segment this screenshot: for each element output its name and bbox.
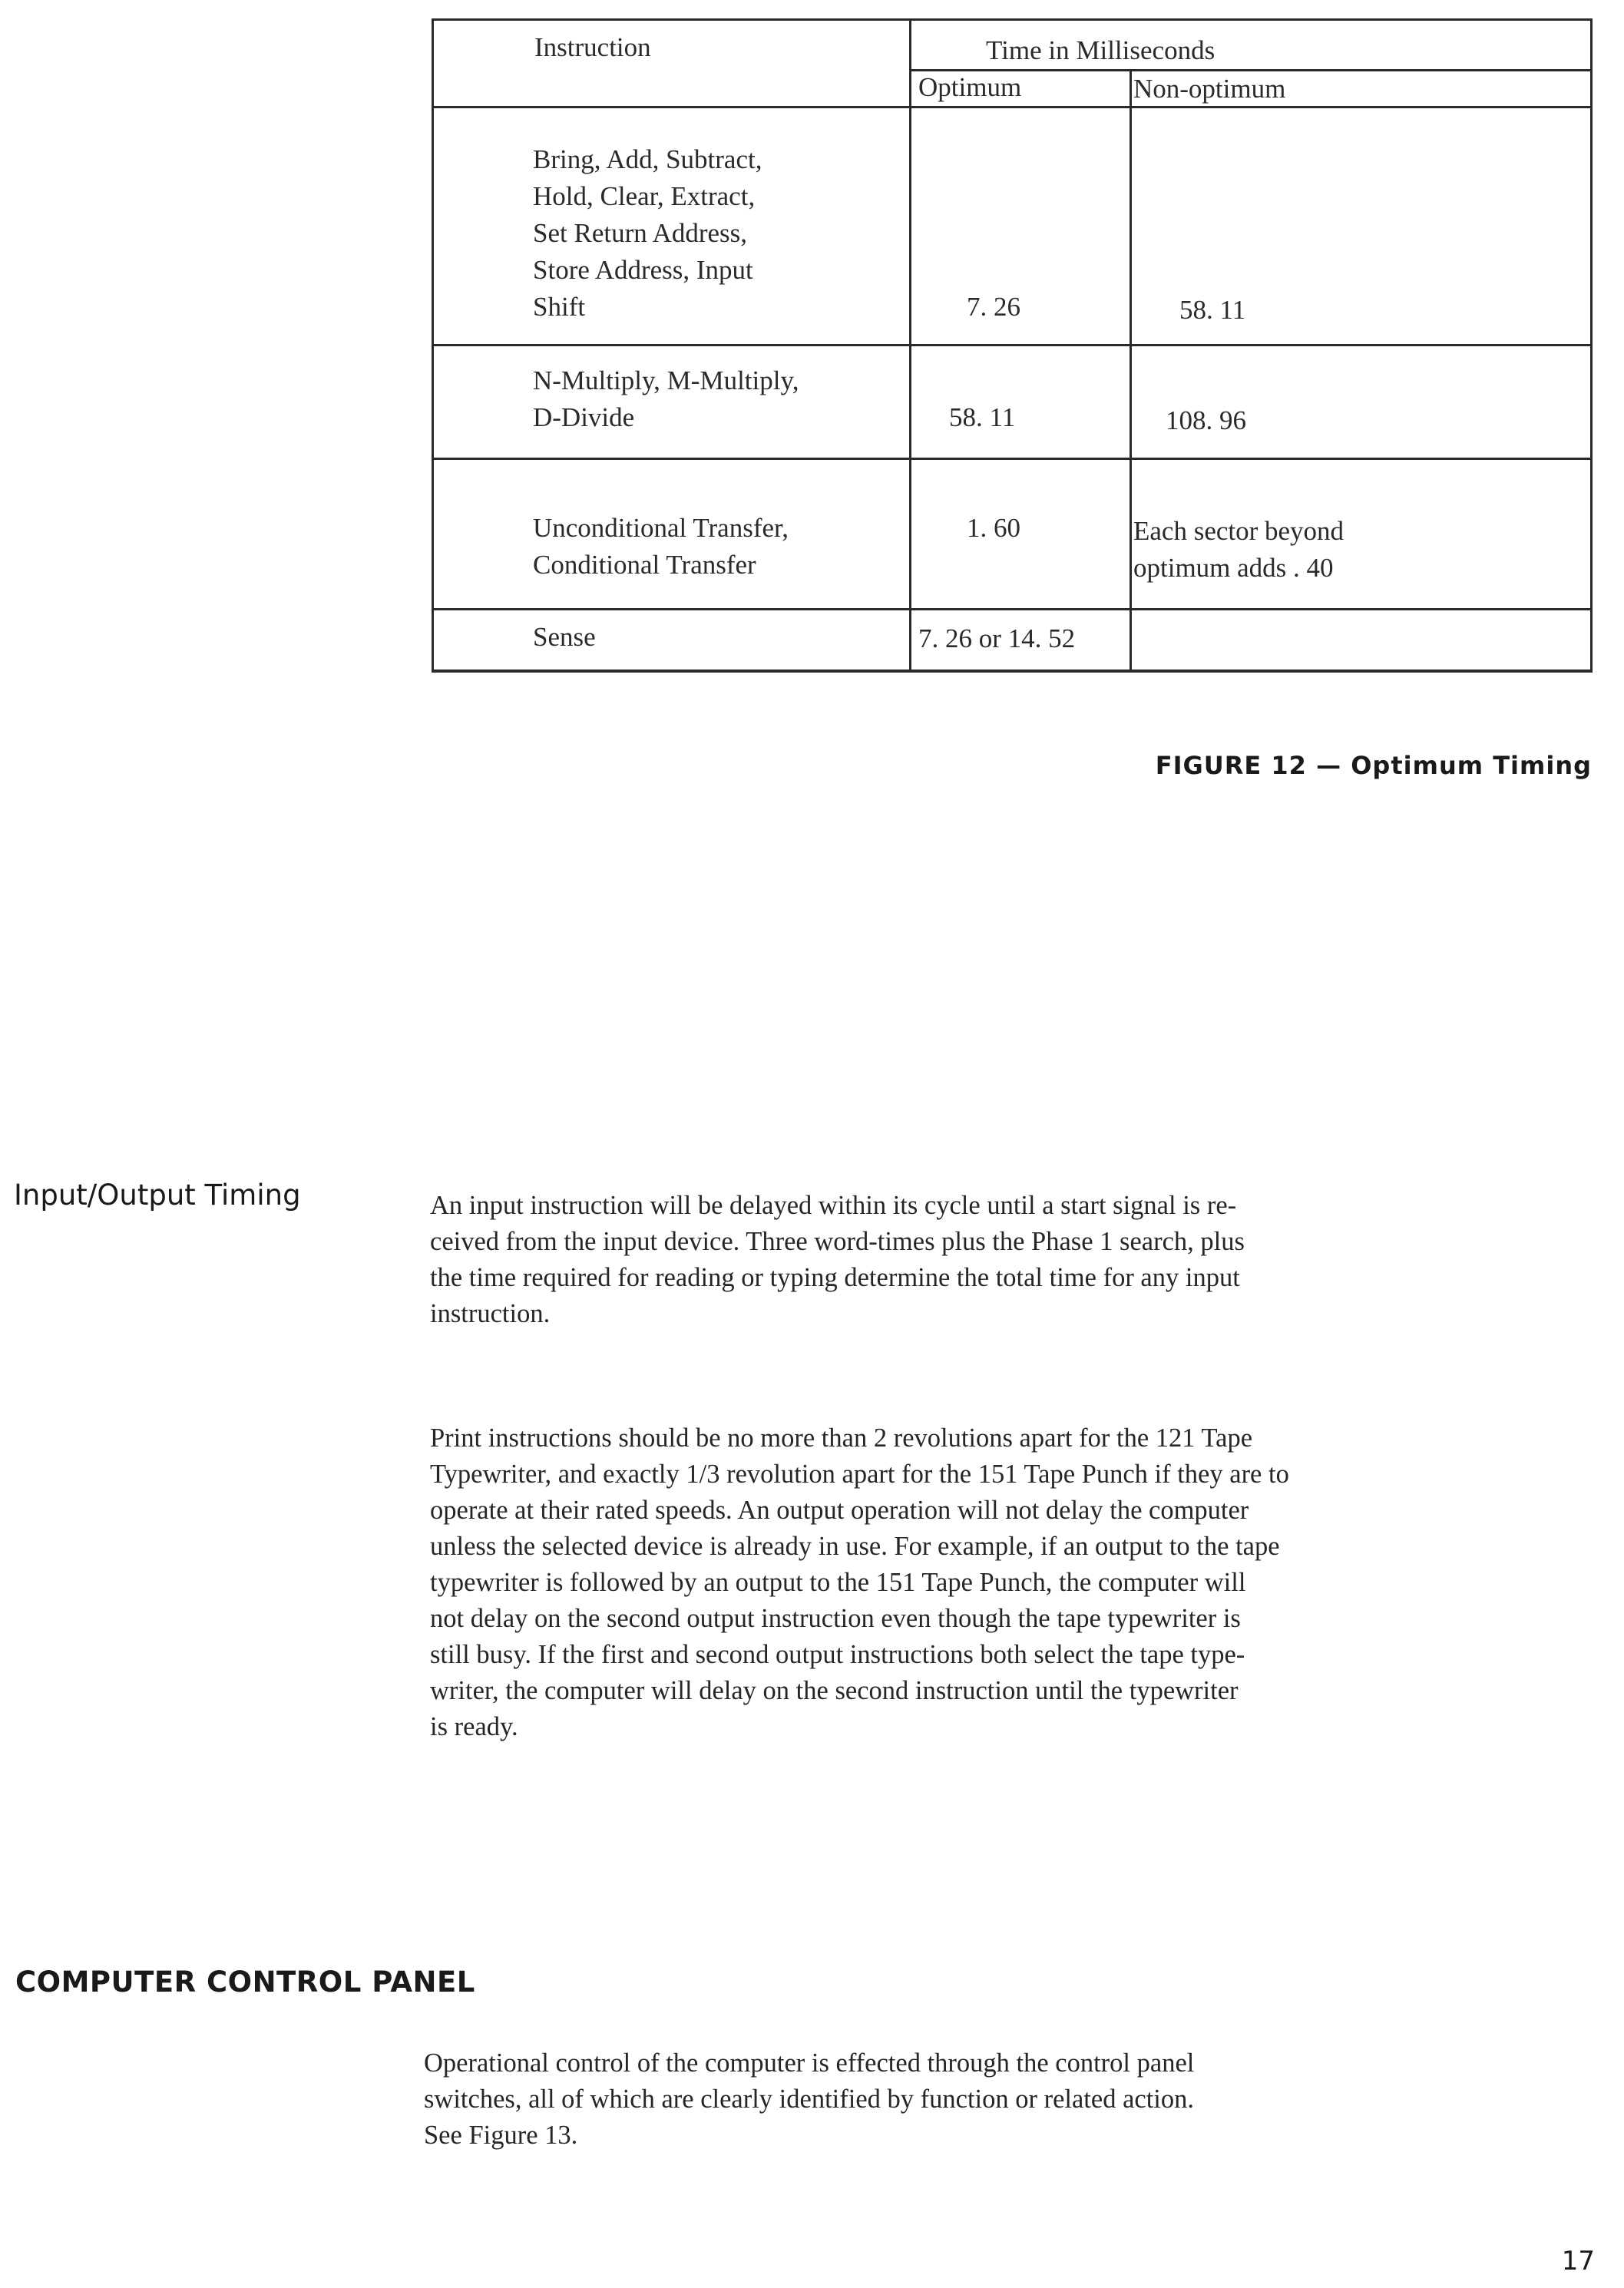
- table-divider-optimum: [1130, 69, 1132, 673]
- table-line-row-2: [432, 458, 1593, 460]
- control-panel-heading: COMPUTER CONTROL PANEL: [15, 1966, 475, 1999]
- row-4-instruction: Sense: [533, 622, 596, 652]
- page-number: 17: [1561, 2246, 1595, 2276]
- row-4-optimum: 7. 26 or 14. 52: [918, 623, 1076, 653]
- row-2-optimum: 58. 11: [949, 402, 1016, 432]
- header-instruction: Instruction: [534, 32, 651, 62]
- row-1-non-optimum: 58. 11: [1179, 295, 1246, 325]
- row-2-non-optimum: 108. 96: [1166, 405, 1246, 435]
- header-non-optimum: Non-optimum: [1133, 74, 1286, 104]
- io-timing-paragraph-2: Print instructions should be no more than 2 revolutions apart for the 121 Tape Typewriter, and exactly 1/3 revolution apart for the 151 Tape Punch if they are to operate at their rated speeds. An output operation will not delay the computer unless the selected device is already in use. For example, if an output to the tape typewriter is followed by an output to the 151 Tape Punch, the computer will not delay on the second output instruction even though the tape typewriter is still busy. If the first and second output instructions both select the tape type- writer, the computer will delay on the second instruction until the typewriter is ready.: [430, 1423, 1289, 1741]
- io-timing-paragraph-1: An input instruction will be delayed within its cycle until a start signal is re- ceived from the input device. Three word-times plus the Phase 1 search, plus the time required for reading or typing determine the total time for any input instruction.: [430, 1191, 1245, 1328]
- row-1-instruction: Bring, Add, Subtract, Hold, Clear, Extract, Set Return Address, Store Address, Input Shift: [533, 144, 762, 322]
- table-border-top: [432, 18, 1593, 21]
- table-border-bottom: [432, 670, 1593, 673]
- header-time-in-milliseconds: Time in Milliseconds: [986, 35, 1216, 65]
- control-panel-paragraph: Operational control of the computer is effected through the control panel switches, all of which are clearly identified by function or related action. See Figure 13.: [424, 2048, 1195, 2150]
- table-line-header: [432, 106, 1593, 108]
- row-3-instruction: Unconditional Transfer, Conditional Transfer: [533, 513, 789, 580]
- figure-caption: FIGURE 12 — Optimum Timing: [1155, 751, 1592, 780]
- table-line-row-1: [432, 344, 1593, 346]
- io-timing-heading: Input/Output Timing: [14, 1179, 301, 1212]
- header-optimum: Optimum: [918, 72, 1022, 102]
- optimum-timing-table: [432, 18, 1593, 673]
- table-line-row-3: [432, 608, 1593, 610]
- row-1-optimum: 7. 26: [967, 292, 1020, 322]
- row-3-non-optimum: Each sector beyond optimum adds . 40: [1133, 516, 1345, 583]
- row-3-optimum: 1. 60: [967, 513, 1020, 543]
- row-2-instruction: N-Multiply, M-Multiply, D-Divide: [533, 365, 799, 432]
